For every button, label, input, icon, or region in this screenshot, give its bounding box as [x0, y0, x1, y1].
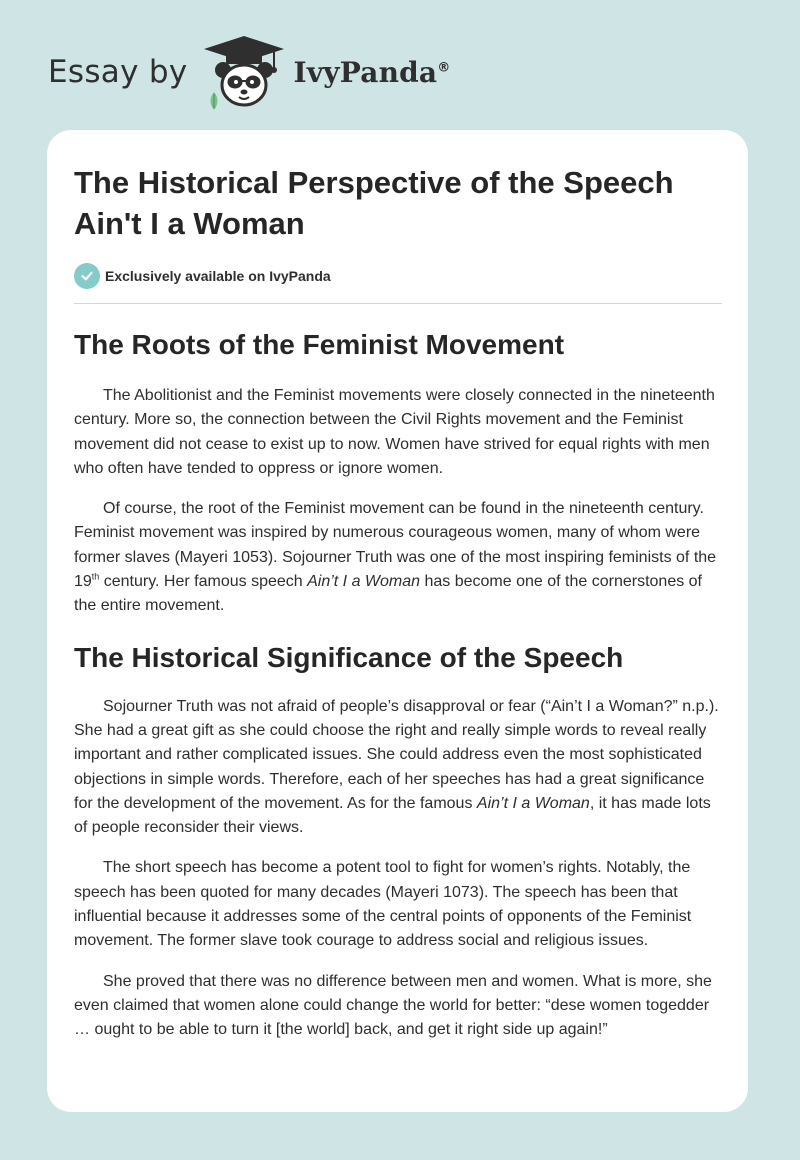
divider	[74, 303, 722, 304]
speech-title-italic: Ain’t I a Woman	[307, 573, 421, 591]
registered-mark: ®	[437, 60, 451, 76]
paragraph: The short speech has become a potent tool to fight for women’s rights. Notably, the speech has been quoted for many decades (Mayeri 1073). The speech has been that influential because it addresses some of the central points of opponents of the Feminist movement. The former slave took courage to address social and religious issues.	[74, 859, 692, 950]
essay-title: The Historical Perspective of the Speech Ain't I a Woman	[74, 165, 674, 241]
paragraph: Sojourner Truth was not afraid of people’s disapproval or fear (“Ain’t I a Woman?” n.p.). She had a great gift as she could choose the right and really simple words to reveal really important and rather complicated issues. She could address even the most sophisticated objections in simple words. Therefore, each of her speeches has had a great significance for the development of the movement. As for the famous Ain’t I a Woman, it has made lots of people reconsider their views.	[74, 697, 719, 837]
speech-title-italic: Ain’t I a Woman	[476, 794, 590, 812]
exclusive-badge	[74, 263, 331, 289]
superscript: th	[91, 571, 100, 582]
brand-prefix: Essay by	[48, 54, 188, 90]
exclusive-label: Exclusively available on IvyPanda	[105, 268, 331, 284]
section-heading: The Roots of the Feminist Movement	[74, 329, 565, 360]
checkmark-icon	[74, 263, 100, 289]
essay-body	[74, 325, 724, 1043]
essay-card	[47, 130, 748, 1112]
panda-graduate-logo-icon	[202, 34, 286, 110]
paragraph: She proved that there was no difference between men and women. What is more, she even claimed that women alone could change the world for better: “dese women togedder … ought to be able to turn it [the world] back, and get it right side up again!”	[74, 972, 712, 1039]
brand-header	[48, 34, 450, 110]
brand-name: IvyPanda®	[293, 55, 451, 89]
section-heading: The Historical Significance of the Speech	[74, 641, 624, 673]
paragraph: The Abolitionist and the Feminist movements were closely connected in the nineteenth century. More so, the connection between the Civil Rights movement and the Feminist movement did not cease to exist up to now. Women have strived for equal rights with men who often have tended to oppress or ignore women.	[74, 387, 715, 477]
paragraph: Of course, the root of the Feminist movement can be found in the nineteenth century. Feminist movement was inspired by numerous courageous women, many of whom were former slaves (Mayeri 1053). Sojourner Truth was one of the most inspiring feminists of the 19th century. Her famous speech Ain’t I a Woman has become one of the cornerstones of the entire movement.	[74, 500, 717, 615]
